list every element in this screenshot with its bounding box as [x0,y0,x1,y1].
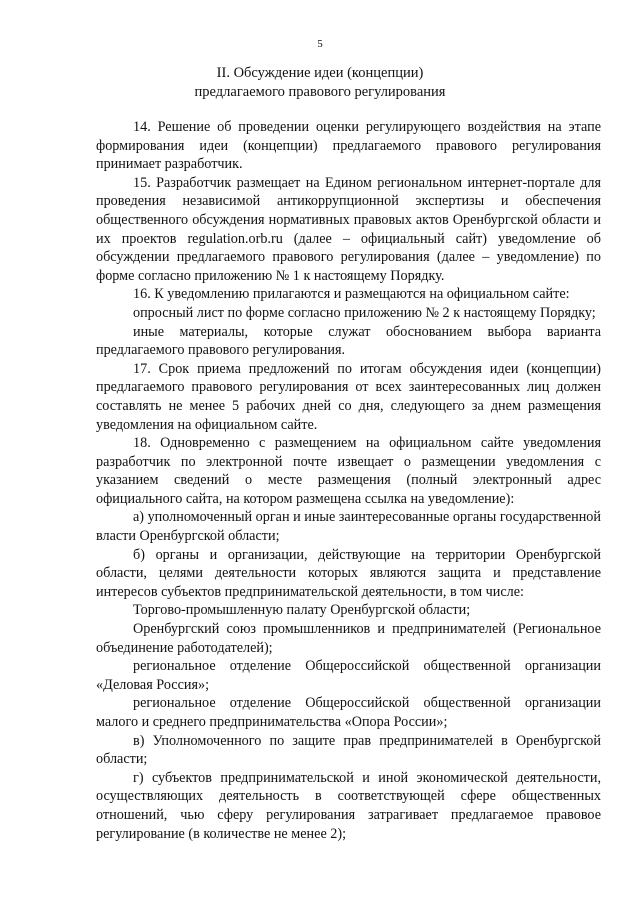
section-title-line-1: II. Обсуждение идеи (концепции) [216,65,424,81]
paragraph-18-b-opora-rossii: региональное отделение Общероссийской общественной организации малого и среднего предпринимательства «Опора России»; [96,695,601,730]
paragraph-18-v: в) Уполномоченного по защите прав предпринимателей в Оренбургской области; [96,732,601,768]
section-title-line-2: предлагаемого правового регулирования [194,84,446,100]
body-text [96,118,601,843]
paragraph-18-a: а) уполномоченный орган и иные заинтересованные органы государственной власти Оренбургской области; [96,509,601,545]
page-number: 5 [317,38,323,50]
paragraph-14: 14. Решение об проведении оценки регулирующего воздействия на этапе формирования идеи (концепции) предлагаемого правового регулирования принимает разработчик. [96,119,601,173]
paragraph-18-b-chamber: Торгово-промышленную палату Оренбургской области; [133,602,471,619]
paragraph-17: 17. Срок приема предложений по итогам обсуждения идеи (концепции) предлагаемого правового регулирования от всех заинтересованных лиц должен составлять не менее 5 рабочих дней со дня, следующего за днем размещения уведомления на официальном сайте. [96,360,601,433]
paragraph-18-b-union: Оренбургский союз промышленников и предпринимателей (Региональное объединение работодателей); [96,621,601,656]
paragraph-16-materials: иные материалы, которые служат обоснованием выбора варианта предлагаемого правового регулирования. [96,323,601,359]
paragraph-16: 16. К уведомлению прилагаются и размещаются на официальном сайте: [133,286,570,303]
paragraph-18-b: б) органы и организации, действующие на территории Оренбургской области, целями деятельности которых являются защита и представление интересов субъектов предпринимательской деятельности, в том числе: [96,546,601,600]
paragraph-16-questionnaire: опросный лист по форме согласно приложению № 2 к настоящему Порядку; [133,304,596,321]
paragraph-18-b-delovaya-rossiya: региональное отделение Общероссийской общественной организации «Деловая Россия»; [96,658,601,693]
paragraph-15: 15. Разработчик размещает на Едином региональном интернет-портале для проведения независимой антикоррупционной экспертизы и обеспечения общественного обсуждения нормативных правовых актов Оренбургской области и их проектов regulation.orb.ru (далее – официальный сайт) уведомление об обсуждении предлагаемого правового регулирования (далее – уведомление) по форме согласно приложению № 1 к настоящему Порядку. [96,174,601,284]
section-heading [0,64,640,102]
paragraph-18-g: г) субъектов предпринимательской и иной экономической деятельности, осуществляющих деятельность в соответствующей сфере общественных отношений, чью сферу регулирования затрагивает предлагаемое правовое регулирование (в количестве не менее 2); [96,769,601,842]
paragraph-18: 18. Одновременно с размещением на официальном сайте уведомления разработчик по электронной почте извещает о размещении уведомления с указанием сведений о месте размещения (полный электронный адрес официального сайта, на котором размещена ссылка на уведомление): [96,435,601,507]
